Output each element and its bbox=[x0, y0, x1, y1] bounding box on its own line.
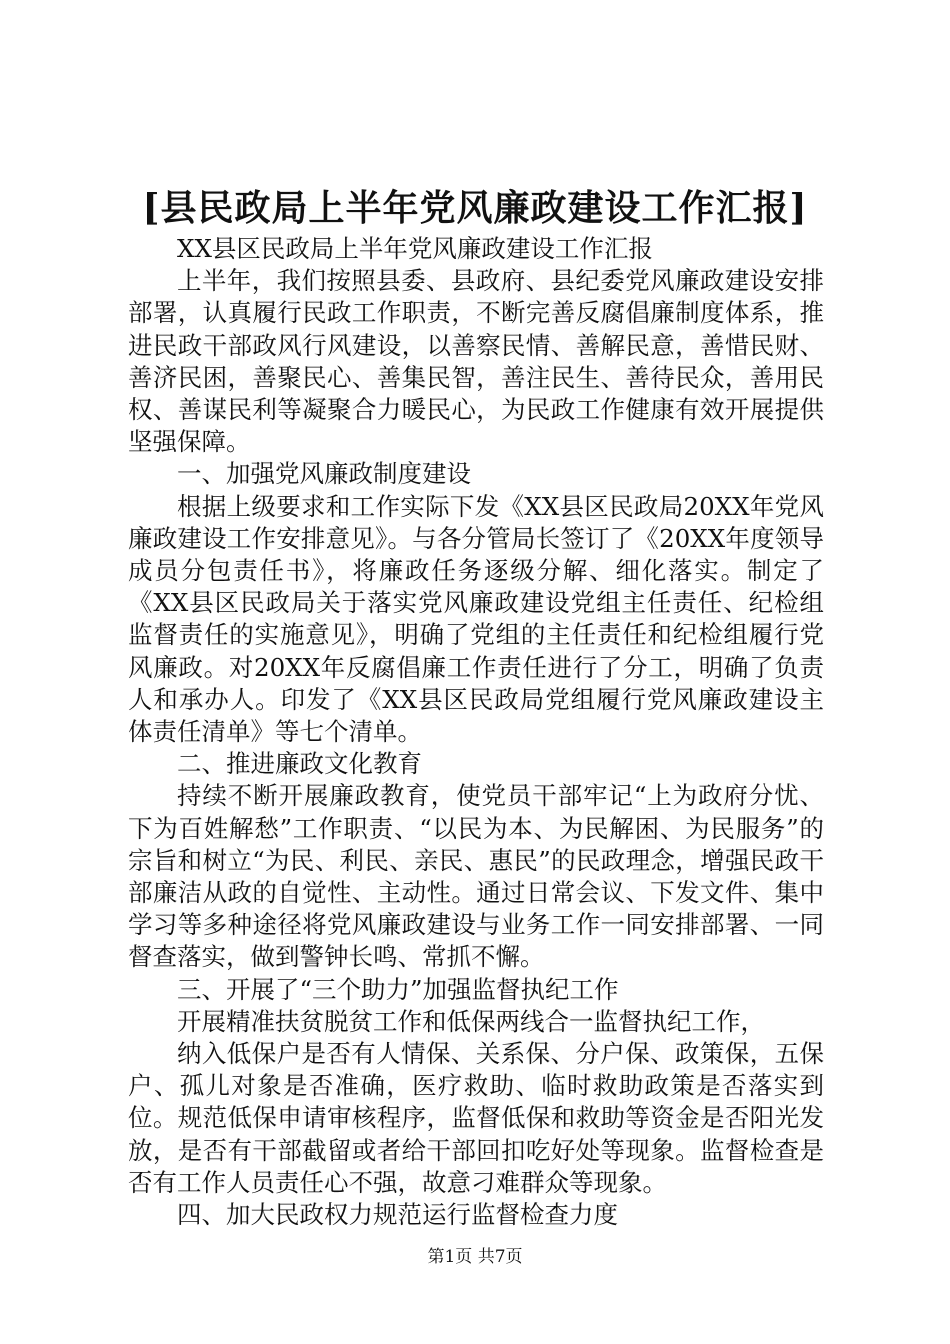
paragraph-intro: 上半年，我们按照县委、县政府、县纪委党风廉政建设安排部署，认真履行民政工作职责，不断完善反腐倡廉制度体系，推进民政干部政风行风建设，以善察民情、善解民意，善惜民财、善济民困，善聚民心、善集民智，善注民生、善待民众，善用民权、善谋民利等凝聚合力暖民心，为民政工作健康有效开展提供坚强保障。 bbox=[128, 266, 824, 457]
doc-subtitle: XX县区民政局上半年党风廉政建设工作汇报 bbox=[177, 234, 653, 263]
paragraph-section-3b: 纳入低保户是否有人情保、关系保、分户保、政策保，五保户、孤儿对象是否准确，医疗救助、临时救助政策是否落实到位。规范低保申请审核程序，监督低保和救助等资金是否阳光发放，是否有干部截留或者给干部回扣吃好处等现象。监督检查是否有工作人员责任心不强，故意刁难群众等现象。 bbox=[128, 1039, 824, 1197]
paragraph-section-3a: 开展精准扶贫脱贫工作和低保两线合一监督执纪工作， bbox=[177, 1006, 765, 1036]
section-heading-2: 二、推进廉政文化教育 bbox=[177, 749, 422, 779]
document-title: [县民政局上半年党风廉政建设工作汇报] bbox=[142, 187, 808, 229]
document-body bbox=[128, 233, 824, 1231]
section-heading-4: 四、加大民政权力规范运行监督检查力度 bbox=[177, 1200, 618, 1230]
page-footer: 第1页 共7页 bbox=[427, 1247, 523, 1267]
paragraph-section-2: 持续不断开展廉政教育，使党员干部牢记“上为政府分忧、下为百姓解愁”工作职责、“以民为本、为民解困、为民服务”的宗旨和树立“为民、利民、亲民、惠民”的民政理念，增强民政干部廉洁从政的自觉性、主动性。通过日常会议、下发文件、集中学习等多种途径将党风廉政建设与业务工作一同安排部署、一同督查落实，做到警钟长鸣、常抓不懈。 bbox=[128, 781, 824, 972]
section-heading-3: 三、开展了“三个助力”加强监督执纪工作 bbox=[177, 974, 619, 1004]
paragraph-section-1: 根据上级要求和工作实际下发《XX县区民政局20XX年党风廉政建设工作安排意见》。与各分管局长签订了《20XX年度领导成员分包责任书》，将廉政任务逐级分解、细化落实。制定了《XX县区民政局关于落实党风廉政建设党组主任责任、纪检组监督责任的实施意见》，明确了党组的主任责任和纪检组履行党风廉政。对20XX年反腐倡廉工作责任进行了分工，明确了负责人和承办人。印发了《XX县区民政局党组履行党风廉政建设主体责任清单》等七个清单。 bbox=[128, 491, 824, 747]
section-heading-1: 一、加强党风廉政制度建设 bbox=[177, 459, 471, 489]
